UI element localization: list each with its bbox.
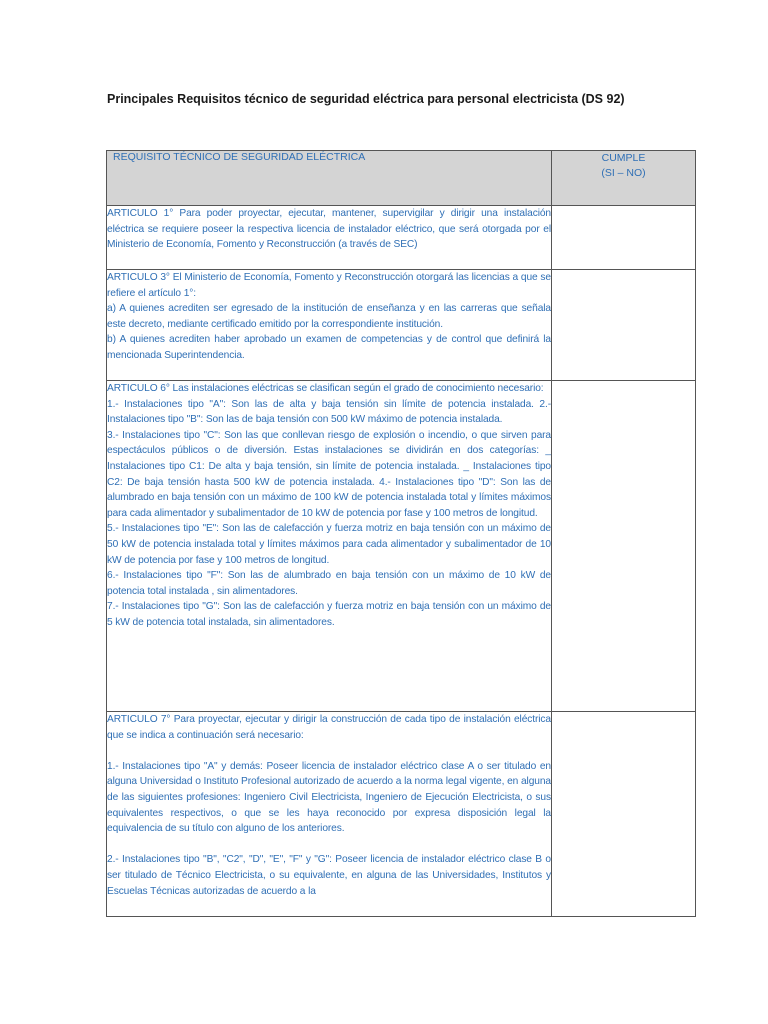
paragraph: 5.- Instalaciones tipo "E": Son las de calefacción y fuerza motriz en baja tensión con un máximo de 50 kW de potencia instalada total y límites máximos para cada alimentador y subalimentador de 10 kW de potencia por fase y 100 metros de longitud.: [107, 523, 551, 566]
table-row: [107, 712, 696, 917]
paragraph: a) A quienes acrediten ser egresado de la institución de enseñanza y en las carreras que señala este decreto, mediante certificado emitido por la correspondiente institución.: [107, 303, 551, 330]
paragraph: ARTICULO 1° Para poder proyectar, ejecutar, mantener, supervigilar y dirigir una instalación eléctrica se requiere poseer la respectiva licencia de instalador eléctrico, que será otorgada por el Ministerio de Economía, Fomento y Reconstrucción (a través de SEC): [107, 208, 551, 251]
paragraph: 1.- Instalaciones tipo "A" y demás: Poseer licencia de instalador eléctrico clase A o ser titulado en alguna Universidad o Instituto Profesional autorizado de acuerdo a la norma legal vigente, en alguna de las siguientes profesiones: Ingeniero Civil Electricista, Ingeniero de Ejecución Electricista, o sus equivalentes respectivos, o que se les haya reconocido por expresa disposición legal la equivalencia de su título con alguno de los anteriores.: [107, 760, 551, 835]
complies-cell[interactable]: [552, 270, 696, 381]
paragraph: ARTICULO 6° Las instalaciones eléctricas se clasifican según el grado de conocimiento necesario:: [107, 383, 544, 394]
complies-column-header: [552, 151, 696, 206]
requirement-column-header: REQUISITO TÉCNICO DE SEGURIDAD ELÉCTRICA: [107, 151, 552, 206]
paragraph: 7.- Instalaciones tipo "G": Son las de calefacción y fuerza motriz en baja tensión con un máximo de 5 kW de potencia total instalada, sin alimentadores.: [107, 601, 551, 628]
paragraph: ARTICULO 7° Para proyectar, ejecutar y dirigir la construcción de cada tipo de instalación eléctrica que se indica a continuación será necesario:: [107, 714, 551, 741]
complies-header-line1: CUMPLE: [601, 152, 646, 164]
table-row: [107, 206, 696, 270]
requirement-cell-articulo-1: [107, 206, 552, 270]
paragraph: 1.- Instalaciones tipo "A": Son las de alta y baja tensión sin límite de potencia instalada. 2.- Instalaciones tipo "B": Son las de baja tensión con 500 kW máximo de potencia instalada.: [107, 398, 551, 426]
requirement-cell-articulo-6: [107, 381, 552, 712]
complies-cell[interactable]: [552, 381, 696, 712]
table-row: [107, 270, 696, 381]
requirement-cell-articulo-7: [107, 712, 552, 917]
requirement-cell-articulo-3: [107, 270, 552, 381]
requirements-table: [106, 150, 696, 917]
document-title: Principales Requisitos técnico de seguridad eléctrica para personal electricista (DS 92): [107, 92, 625, 106]
table-row: [107, 381, 696, 712]
paragraph: 3.- Instalaciones tipo "C": Son las que conllevan riesgo de explosión o incendio, o que sirven para espectáculos públicos o de diversión. Estas instalaciones se dividirán en dos categorías: _ Instalaciones tipo C1: De alta y baja tensión, sin límite de potencia instalada. _ Instalaciones tipo C2: De baja tensión hasta 500 kW de potencia instalada. 4.- Instalaciones tipo "D": Son las de alumbrado en baja tensión con un máximo de 100 kW de potencia instalada total y límites máximos para cada alimentador y subalimentador de 10 kW de potencia por fase y 100 metros de longitud.: [107, 429, 551, 519]
table-header-row: [107, 151, 696, 206]
complies-cell[interactable]: [552, 712, 696, 917]
paragraph: 6.- Instalaciones tipo "F": Son las de alumbrado en baja tensión con un máximo de 10 kW de potencia total instalada , sin alimentadores.: [107, 570, 551, 597]
paragraph-spacer: [107, 837, 551, 853]
complies-cell[interactable]: [552, 206, 696, 270]
complies-header-line2: (SI – NO): [601, 167, 646, 179]
paragraph: ARTICULO 3° El Ministerio de Economía, Fomento y Reconstrucción otorgará las licencias a que se refiere el artículo 1°:: [107, 272, 551, 299]
paragraph: b) A quienes acrediten haber aprobado un examen de competencias y de control que definirá la mencionada Superintendencia.: [107, 334, 551, 361]
paragraph: 2.- Instalaciones tipo "B", "C2", "D", "E", "F" y "G": Poseer licencia de instalador eléctrico clase B o ser titulado de Técnico Electricista, o su equivalente, en alguna de las Universidades, Institutos y Escuelas Técnicas autorizadas de acuerdo a la: [107, 854, 551, 897]
paragraph-spacer: [107, 743, 551, 759]
